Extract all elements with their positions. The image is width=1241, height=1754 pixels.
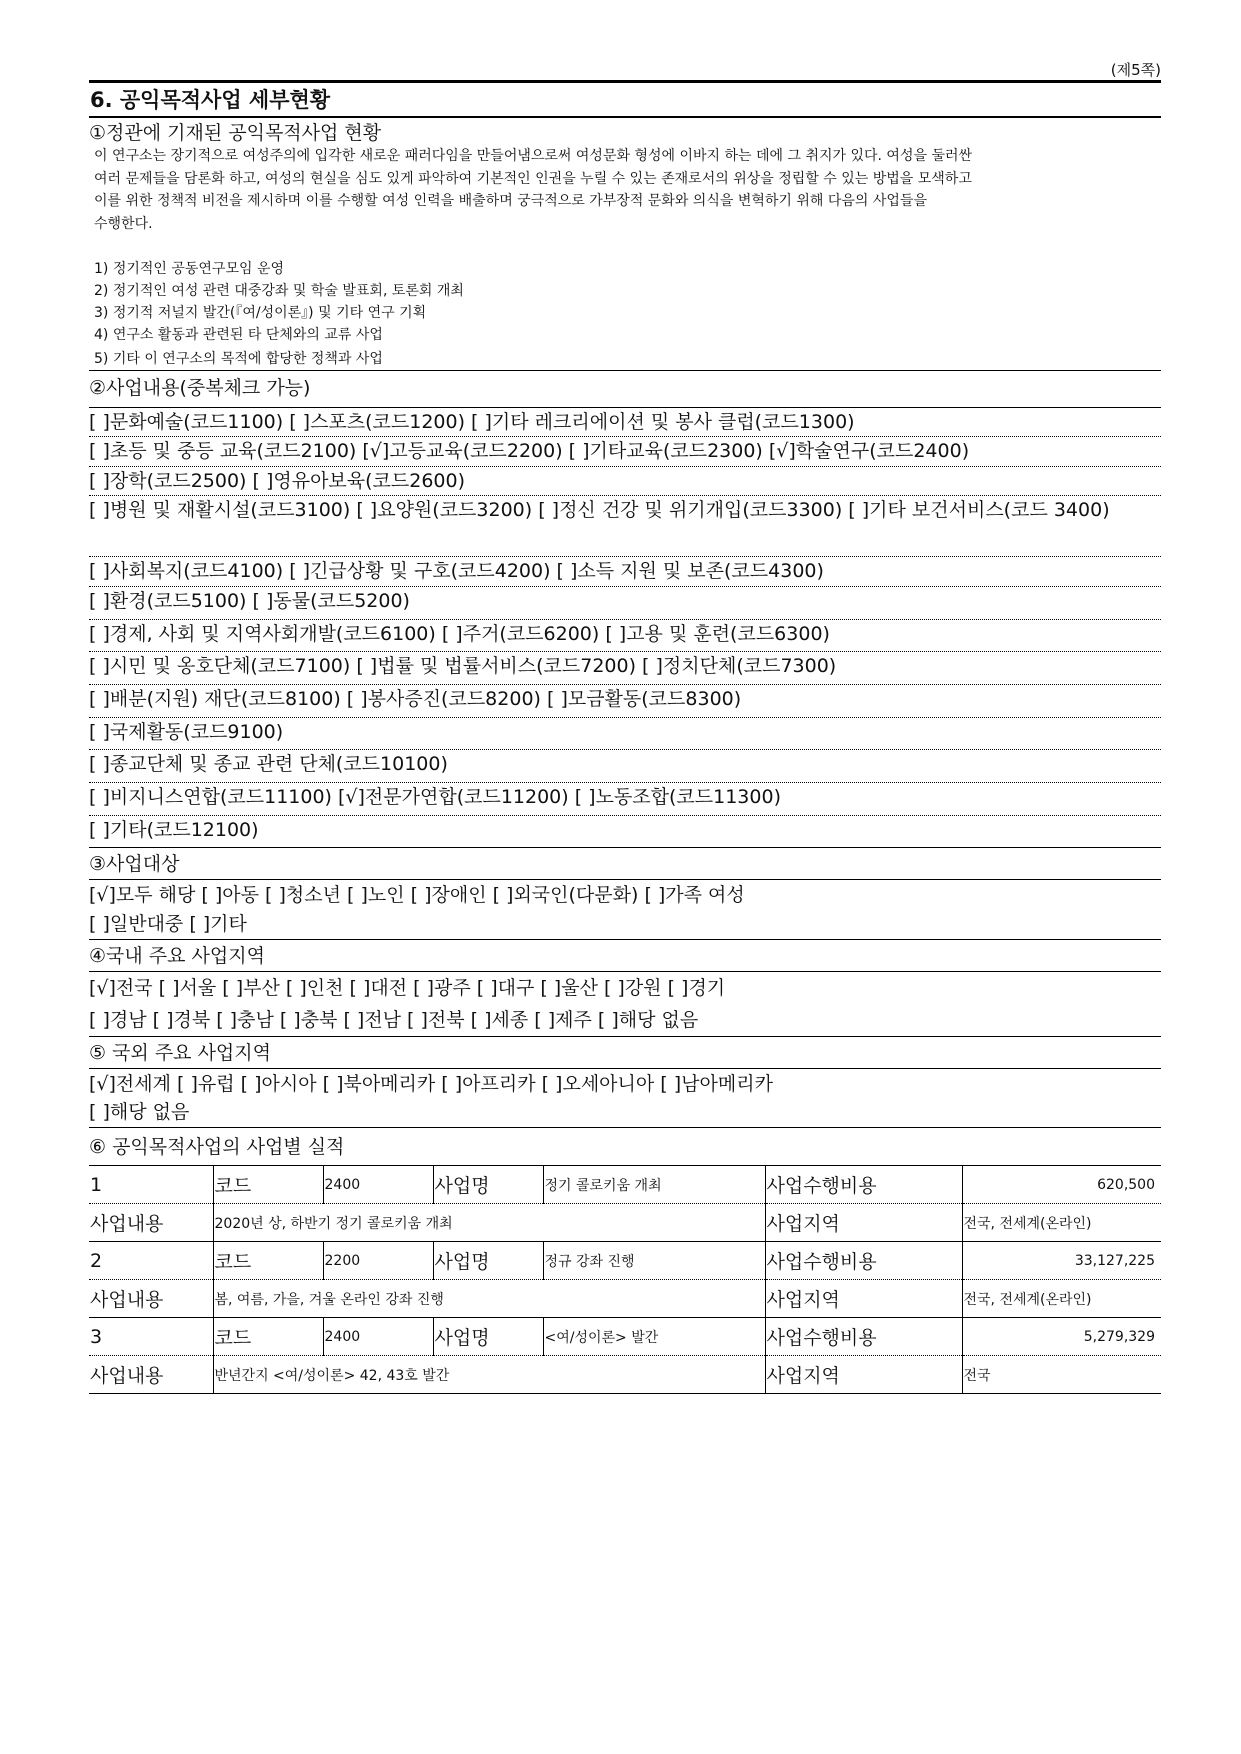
divider [89,1036,1161,1037]
code-label: 코드 [213,1242,323,1280]
articles-heading: ①정관에 기재된 공익목적사업 현황 [89,122,382,144]
checkbox-line: [ ]사회복지(코드4100) [ ]긴급상황 및 구호(코드4200) [ ]소득 지원 및 보존(코드4300) [89,560,824,582]
purpose-line: 이를 위한 정책적 비전을 제시하며 이를 수행할 여성 인력을 배출하며 궁극적으로 가부장적 문화와 의식을 변혁하기 위해 다음의 사업들을 [94,193,927,209]
purpose-text [94,145,1160,235]
code-value: 2400 [323,1166,433,1204]
code-label: 코드 [213,1166,323,1204]
checkbox-line: [ ]문화예술(코드1100) [ ]스포츠(코드1200) [ ]기타 레크리에이션 및 봉사 클럽(코드1300) [89,411,855,433]
name-value: 정규 강좌 진행 [543,1242,765,1280]
table-row [89,1204,1161,1242]
checkbox-line: [ ]해당 없음 [89,1101,190,1123]
performance-table [89,1165,1161,1394]
checkbox-line: [ ]초등 및 중등 교육(코드2100) [√]고등교육(코드2200) [ ]기타교육(코드2300) [√]학술연구(코드2400) [89,440,970,462]
code-value: 2200 [323,1242,433,1280]
checkbox-line: [√]전세계 [ ]유럽 [ ]아시아 [ ]북아메리카 [ ]아프리카 [ ]오세아니아 [ ]남아메리카 [89,1073,773,1095]
table-row [89,1280,1161,1318]
divider [89,370,1161,371]
cost-label: 사업수행비용 [765,1242,962,1280]
region-label: 사업지역 [765,1356,962,1394]
performance-heading: ⑥ 공익목적사업의 사업별 실적 [89,1136,345,1158]
purpose-line: 수행한다. [94,215,153,232]
cost-label: 사업수행비용 [765,1166,962,1204]
content-label: 사업내용 [89,1356,213,1394]
divider [89,847,1161,848]
purpose-item: 5) 기타 이 연구소의 목적에 합당한 정책과 사업 [94,351,383,367]
checkbox-line: [√]전국 [ ]서울 [ ]부산 [ ]인천 [ ]대전 [ ]광주 [ ]대구 [ ]울산 [ ]강원 [ ]경기 [89,977,726,999]
name-label: 사업명 [433,1318,543,1356]
region-value: 전국, 전세계(온라인) [962,1204,1161,1242]
name-label: 사업명 [433,1242,543,1280]
name-value: <여/성이론> 발간 [543,1318,765,1356]
cost-value: 620,500 [962,1166,1161,1204]
region-value: 전국 [962,1356,1161,1394]
content-value: 반년간지 <여/성이론> 42, 43호 발간 [213,1356,765,1394]
cost-value: 5,279,329 [962,1318,1161,1356]
page-number: (제5쪽) [1110,61,1161,79]
checkbox-line: [√]모두 해당 [ ]아동 [ ]청소년 [ ]노인 [ ]장애인 [ ]외국인(다문화) [ ]가족 여성 [89,884,745,906]
region-label: 사업지역 [765,1204,962,1242]
region-label: 사업지역 [765,1280,962,1318]
table-row [89,1242,1161,1280]
checkbox-line: [ ]환경(코드5100) [ ]동물(코드5200) [89,590,410,612]
divider [89,971,1161,972]
row-number: 2 [89,1242,213,1280]
checkbox-line: [ ]시민 및 옹호단체(코드7100) [ ]법률 및 법률서비스(코드7200) [ ]정치단체(코드7300) [89,655,837,677]
divider [89,1127,1161,1128]
region-value: 전국, 전세계(온라인) [962,1280,1161,1318]
content-value: 2020년 상, 하반기 정기 콜로키움 개최 [213,1204,765,1242]
checkbox-line: [ ]경남 [ ]경북 [ ]충남 [ ]충북 [ ]전남 [ ]전북 [ ]세종 [ ]제주 [ ]해당 없음 [89,1009,699,1031]
divider [89,939,1161,940]
checkbox-line: [ ]일반대중 [ ]기타 [89,913,247,935]
checkbox-line: [ ]종교단체 및 종교 관련 단체(코드10100) [89,753,448,775]
content-label: 사업내용 [89,1204,213,1242]
checkbox-line: [ ]장학(코드2500) [ ]영유아보육(코드2600) [89,470,466,492]
checkbox-line: [ ]비지니스연합(코드11100) [√]전문가연합(코드11200) [ ]노동조합(코드11300) [89,786,781,808]
target-heading: ③사업대상 [89,853,180,875]
name-label: 사업명 [433,1166,543,1204]
table-row [89,1166,1161,1204]
code-label: 코드 [213,1318,323,1356]
checkbox-line: [ ]병원 및 재활시설(코드3100) [ ]요양원(코드3200) [ ]정신 건강 및 위기개입(코드3300) [ ]기타 보건서비스(코드 3400) [89,499,1110,521]
checkbox-line: [ ]경제, 사회 및 지역사회개발(코드6100) [ ]주거(코드6200) [ ]고용 및 훈련(코드6300) [89,623,830,645]
code-value: 2400 [323,1318,433,1356]
checkbox-line: [ ]기타(코드12100) [89,819,259,841]
purpose-item: 3) 정기적 저널지 발간(『여/성이론』) 및 기타 연구 기획 [94,305,427,321]
content-label: 사업내용 [89,1280,213,1318]
purpose-item: 2) 정기적인 여성 관련 대중강좌 및 학술 발표회, 토론회 개최 [94,283,464,299]
cost-value: 33,127,225 [962,1242,1161,1280]
domestic-region-heading: ④국내 주요 사업지역 [89,945,265,967]
checkbox-line: [ ]국제활동(코드9100) [89,721,284,743]
table-row [89,1318,1161,1356]
content-value: 봄, 여름, 가을, 겨울 온라인 강좌 진행 [213,1280,765,1318]
purpose-line: 여러 문제들을 담론화 하고, 여성의 현실을 심도 있게 파악하여 기본적인 인권을 누릴 수 있는 존재로서의 위상을 정립할 수 있는 방법을 모색하고 [94,170,972,187]
checkbox-line: [ ]배분(지원) 재단(코드8100) [ ]봉사증진(코드8200) [ ]모금활동(코드8300) [89,688,742,710]
business-content-heading: ②사업내용(중복체크 가능) [89,377,311,399]
name-value: 정기 콜로키움 개최 [543,1166,765,1204]
purpose-item: 1) 정기적인 공동연구모임 운영 [94,261,285,277]
purpose-line: 이 연구소는 장기적으로 여성주의에 입각한 새로운 패러다임을 만들어냄으로써 여성문화 형성에 이바지 하는 데에 그 취지가 있다. 여성을 둘러싼 [94,148,973,164]
table-row [89,1356,1161,1394]
section-title: 6. 공익목적사업 세부현황 [89,80,1161,118]
purpose-item: 4) 연구소 활동과 관련된 타 단체와의 교류 사업 [94,327,383,343]
overseas-region-heading: ⑤ 국외 주요 사업지역 [89,1042,271,1064]
row-number: 3 [89,1318,213,1356]
row-number: 1 [89,1166,213,1204]
cost-label: 사업수행비용 [765,1318,962,1356]
